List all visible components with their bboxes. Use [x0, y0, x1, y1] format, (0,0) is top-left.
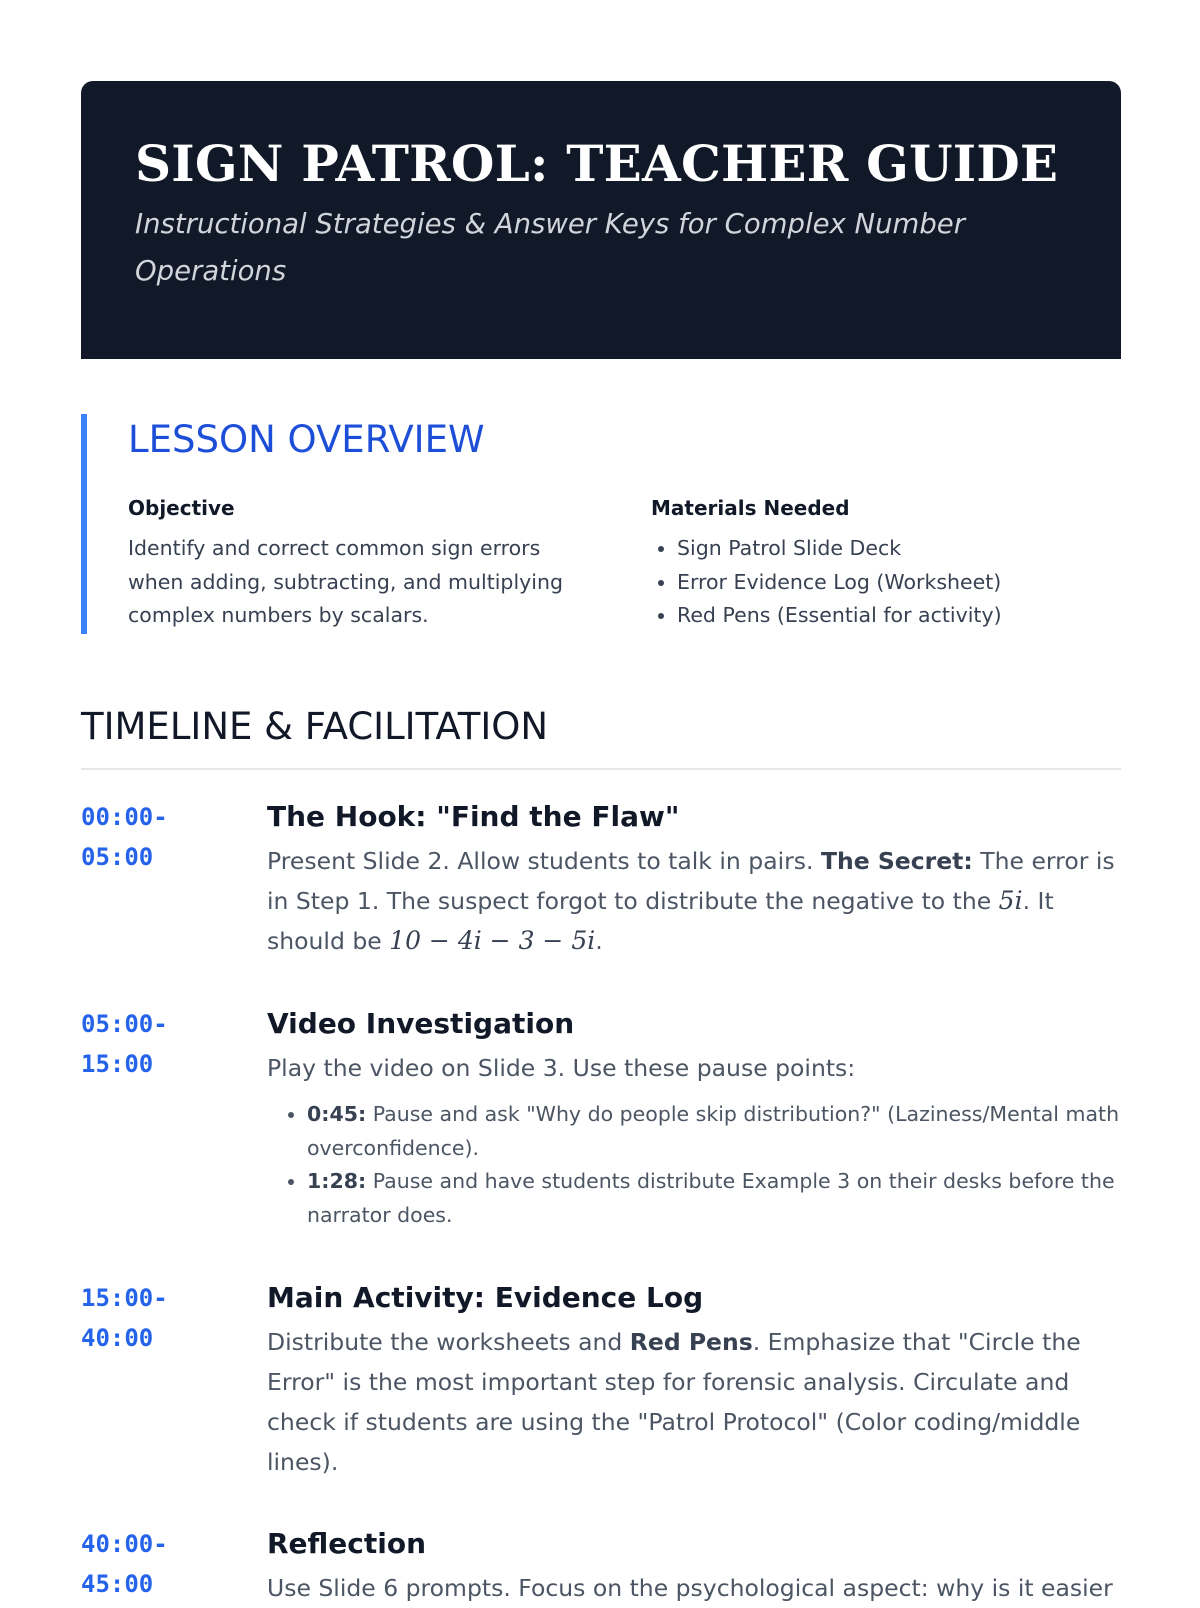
math-expression: 10 − 4i − 3 − 5i [389, 926, 596, 955]
materials-column [651, 494, 1121, 633]
pause-point-text: Pause and ask "Why do people skip distribution?" (Laziness/Mental math overconfidence). [307, 1102, 1120, 1160]
entry-time-end: 05:00 [81, 843, 154, 871]
entry-text [267, 1322, 1123, 1482]
pause-point-text: Pause and have students distribute Example 3 on their desks before the narrator does. [307, 1169, 1115, 1227]
header-banner [81, 81, 1121, 359]
pause-point-item [307, 1165, 1123, 1232]
entry-time [81, 1524, 231, 1604]
entry-body [267, 1004, 1123, 1232]
entry-body [267, 797, 1123, 961]
entry-time-end: 15:00 [81, 1050, 154, 1078]
page-title: SIGN PATROL: TEACHER GUIDE [135, 134, 1059, 193]
entry-text-part: The error is in Step 1. The suspect forgot to distribute the negative to the [267, 847, 1115, 915]
entry-time-end: 40:00 [81, 1324, 154, 1352]
entry-time [81, 1278, 231, 1358]
timeline-heading: TIMELINE & FACILITATION [81, 705, 549, 748]
entry-title: The Hook: "Find the Flaw" [267, 800, 680, 833]
pause-point-time: 1:28: [307, 1169, 367, 1193]
pause-points-list [267, 1098, 1123, 1232]
entry-time [81, 797, 231, 877]
entry-title: Reflection [267, 1527, 427, 1560]
entry-time-start: 05:00- [81, 1010, 168, 1038]
entry-text-part: . It should be [267, 887, 1054, 955]
entry-time [81, 1004, 231, 1084]
teacher-guide-page [81, 81, 1121, 1602]
entry-text-part: Distribute the worksheets and [267, 1328, 630, 1356]
materials-item: • Error Evidence Log (Worksheet) [677, 566, 1121, 600]
entry-text [267, 841, 1123, 961]
entry-time-start: 00:00- [81, 803, 168, 831]
pause-point-item [307, 1098, 1123, 1165]
entry-text-part: . Emphasize that "Circle the Error" is the most important step for forensic analysis. Circulate and check if students are using the "Patrol Protocol" (Color coding/middle lines). [267, 1328, 1081, 1476]
entry-text: Play the video on Slide 3. Use these pause points: [267, 1054, 856, 1082]
entry-text-bold: Red Pens [629, 1328, 753, 1356]
entry-time-start: 40:00- [81, 1530, 168, 1558]
lesson-overview-section [81, 414, 1127, 634]
lesson-overview-heading: LESSON OVERVIEW [128, 418, 485, 461]
entry-time-end: 45:00 [81, 1570, 154, 1598]
materials-list [651, 532, 1121, 633]
materials-item: • Sign Patrol Slide Deck [677, 532, 1121, 566]
math-expression: 5i [998, 886, 1023, 915]
entry-body [267, 1278, 1123, 1482]
timeline-divider [81, 768, 1121, 770]
objective-column [128, 494, 598, 633]
objective-label: Objective [128, 496, 235, 520]
entry-title: Video Investigation [267, 1007, 575, 1040]
entry-time-start: 15:00- [81, 1284, 168, 1312]
entry-body [267, 1524, 1123, 1608]
materials-item: • Red Pens (Essential for activity) [677, 599, 1121, 633]
objective-text: Identify and correct common sign errors when adding, subtracting, and multiplying complex numbers by scalars. [128, 536, 563, 627]
entry-text: Use Slide 6 prompts. Focus on the psychological aspect: why is it easier [267, 1574, 1113, 1602]
entry-text-part: Present Slide 2. Allow students to talk in pairs. [267, 847, 821, 875]
page-subtitle: Instructional Strategies & Answer Keys for Complex Number Operations [135, 208, 965, 287]
entry-text-bold: The Secret: [820, 847, 973, 875]
entry-title: Main Activity: Evidence Log [267, 1281, 704, 1314]
pause-point-time: 0:45: [307, 1102, 367, 1126]
materials-label: Materials Needed [651, 496, 850, 520]
entry-text-part: . [595, 927, 603, 955]
